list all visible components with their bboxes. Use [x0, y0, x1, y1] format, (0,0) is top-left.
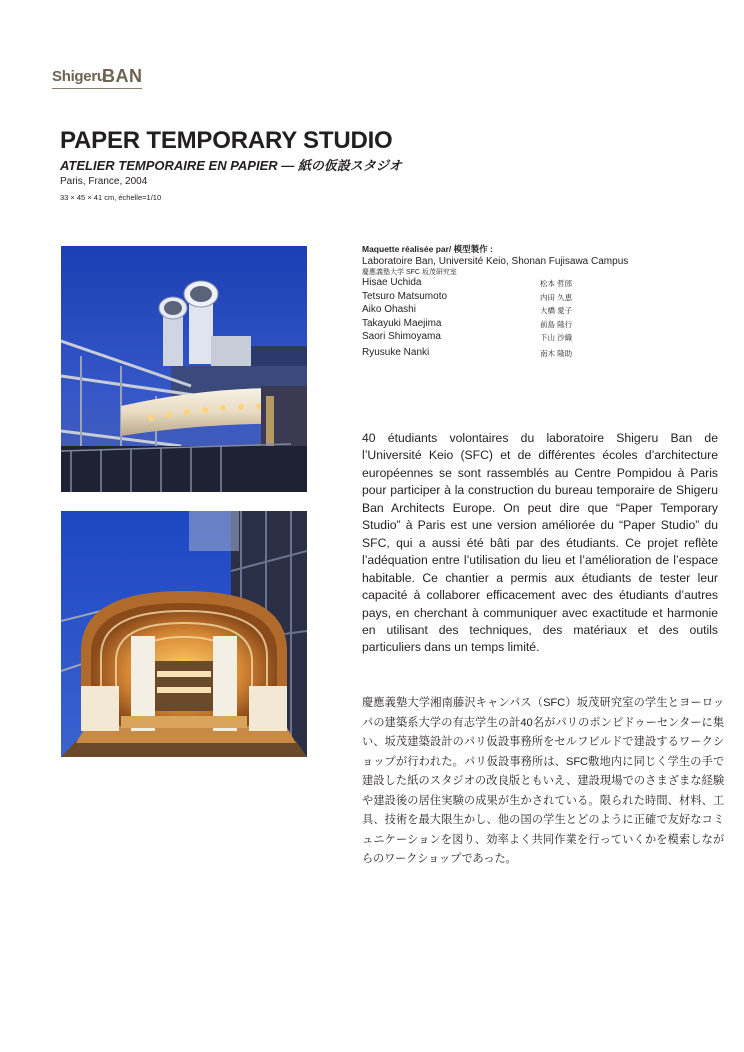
logo-ban-text: BAN	[102, 66, 143, 86]
photo-exterior	[61, 246, 307, 492]
credit-member	[362, 304, 662, 318]
logo	[52, 64, 148, 98]
credit-member	[362, 318, 662, 332]
logo-underline	[52, 88, 142, 89]
location-date: Paris, France, 2004	[60, 176, 148, 187]
member-name: Takayuki Maejima	[362, 317, 442, 329]
logo-shigeru-text: Shigeru	[52, 68, 106, 85]
page-subtitle: ATELIER TEMPORAIRE EN PAPIER — 紙の仮設スタジオ	[60, 158, 402, 173]
credits-heading: Maquette réalisée par/ 模型製作 :	[362, 244, 493, 254]
member-name: Hisae Uchida	[362, 277, 422, 288]
model-dimensions: 33 × 45 × 41 cm, échelle=1/10	[60, 193, 162, 202]
credit-member	[362, 347, 662, 361]
description-japanese: 慶應義塾大学湘南藤沢キャンパス（SFC）坂茂研究室の学生とヨーロッパの建築系大学の有志学生の計40名がパリのポンピドゥーセンターに集い、坂茂建築設計のパリ仮設事務所をセルフビルドで建設するワークショップが行われた。パリ仮設事務所は、SFC敷地内に同じく学生の手で建設した紙のスタジオの改良版ともいえ、建設現場でのさまざまな経験や建設後の居住実験の成果が生かされている。限られた時間、材料、工具、技術を最大限生かし、他の国の学生とどのように正確で友好なコミュニケーションを図り、効率よく共同作業を行っていくかを模索しながらのワークショップであった。	[362, 697, 724, 865]
member-name: Aiko Ohashi	[362, 304, 416, 315]
credits-block	[362, 243, 662, 360]
description-french: 40 étudiants volontaires du laboratoire Shigeru Ban de l’Université Keio (SFC) et de différentes écoles d’architecture européennes se sont rassemblés au Centre Pompidou à Paris pour participer à la construction du bureau temporaire de Shigeru Ban Architects Europe. On peut dire que “Paper Temporary Studio” à Paris est une version améliorée du “Paper Studio” du SFC, qui a aussi été bâti par des étudiants. Ce projet reflète l’adéquation entre l’utilisation du lieu et l’amélioration de l’espace habitable. Ce chantier a permis aux étudiants de tester leur capacité à collaborer efficacement avec des étudiants d’autres pays, en cherchant à communiquer avec exactitude et harmonie en utilisant des techniques, des matériaux et des outils particuliers dans un temps limité.	[362, 431, 718, 655]
credit-member	[362, 277, 662, 291]
credits-organization-jp: 慶應義塾大学 SFC 坂茂研究室	[362, 269, 457, 276]
member-name: Tetsuro Matsumoto	[362, 290, 448, 302]
photo-interior-illustration	[61, 511, 307, 757]
member-name-jp: 前島 隆行	[540, 319, 573, 329]
photo-interior	[61, 511, 307, 757]
member-name: Saori Shimoyama	[362, 331, 441, 342]
member-name: Ryusuke Nanki	[362, 346, 430, 358]
member-name-jp: 大橋 愛子	[540, 306, 573, 315]
member-name-jp: 松本 哲郎	[540, 279, 573, 288]
credit-member	[362, 291, 662, 305]
page-title: PAPER TEMPORARY STUDIO	[60, 127, 393, 154]
credits-organization: Laboratoire Ban, Université Keio, Shonan Fujisawa Campus	[362, 256, 629, 267]
member-name-jp: 南木 隆助	[540, 348, 573, 358]
member-name-jp: 内田 久恵	[540, 292, 573, 302]
credit-member	[362, 331, 662, 345]
photo-exterior-illustration	[61, 246, 307, 492]
member-name-jp: 下山 沙織	[540, 333, 573, 342]
